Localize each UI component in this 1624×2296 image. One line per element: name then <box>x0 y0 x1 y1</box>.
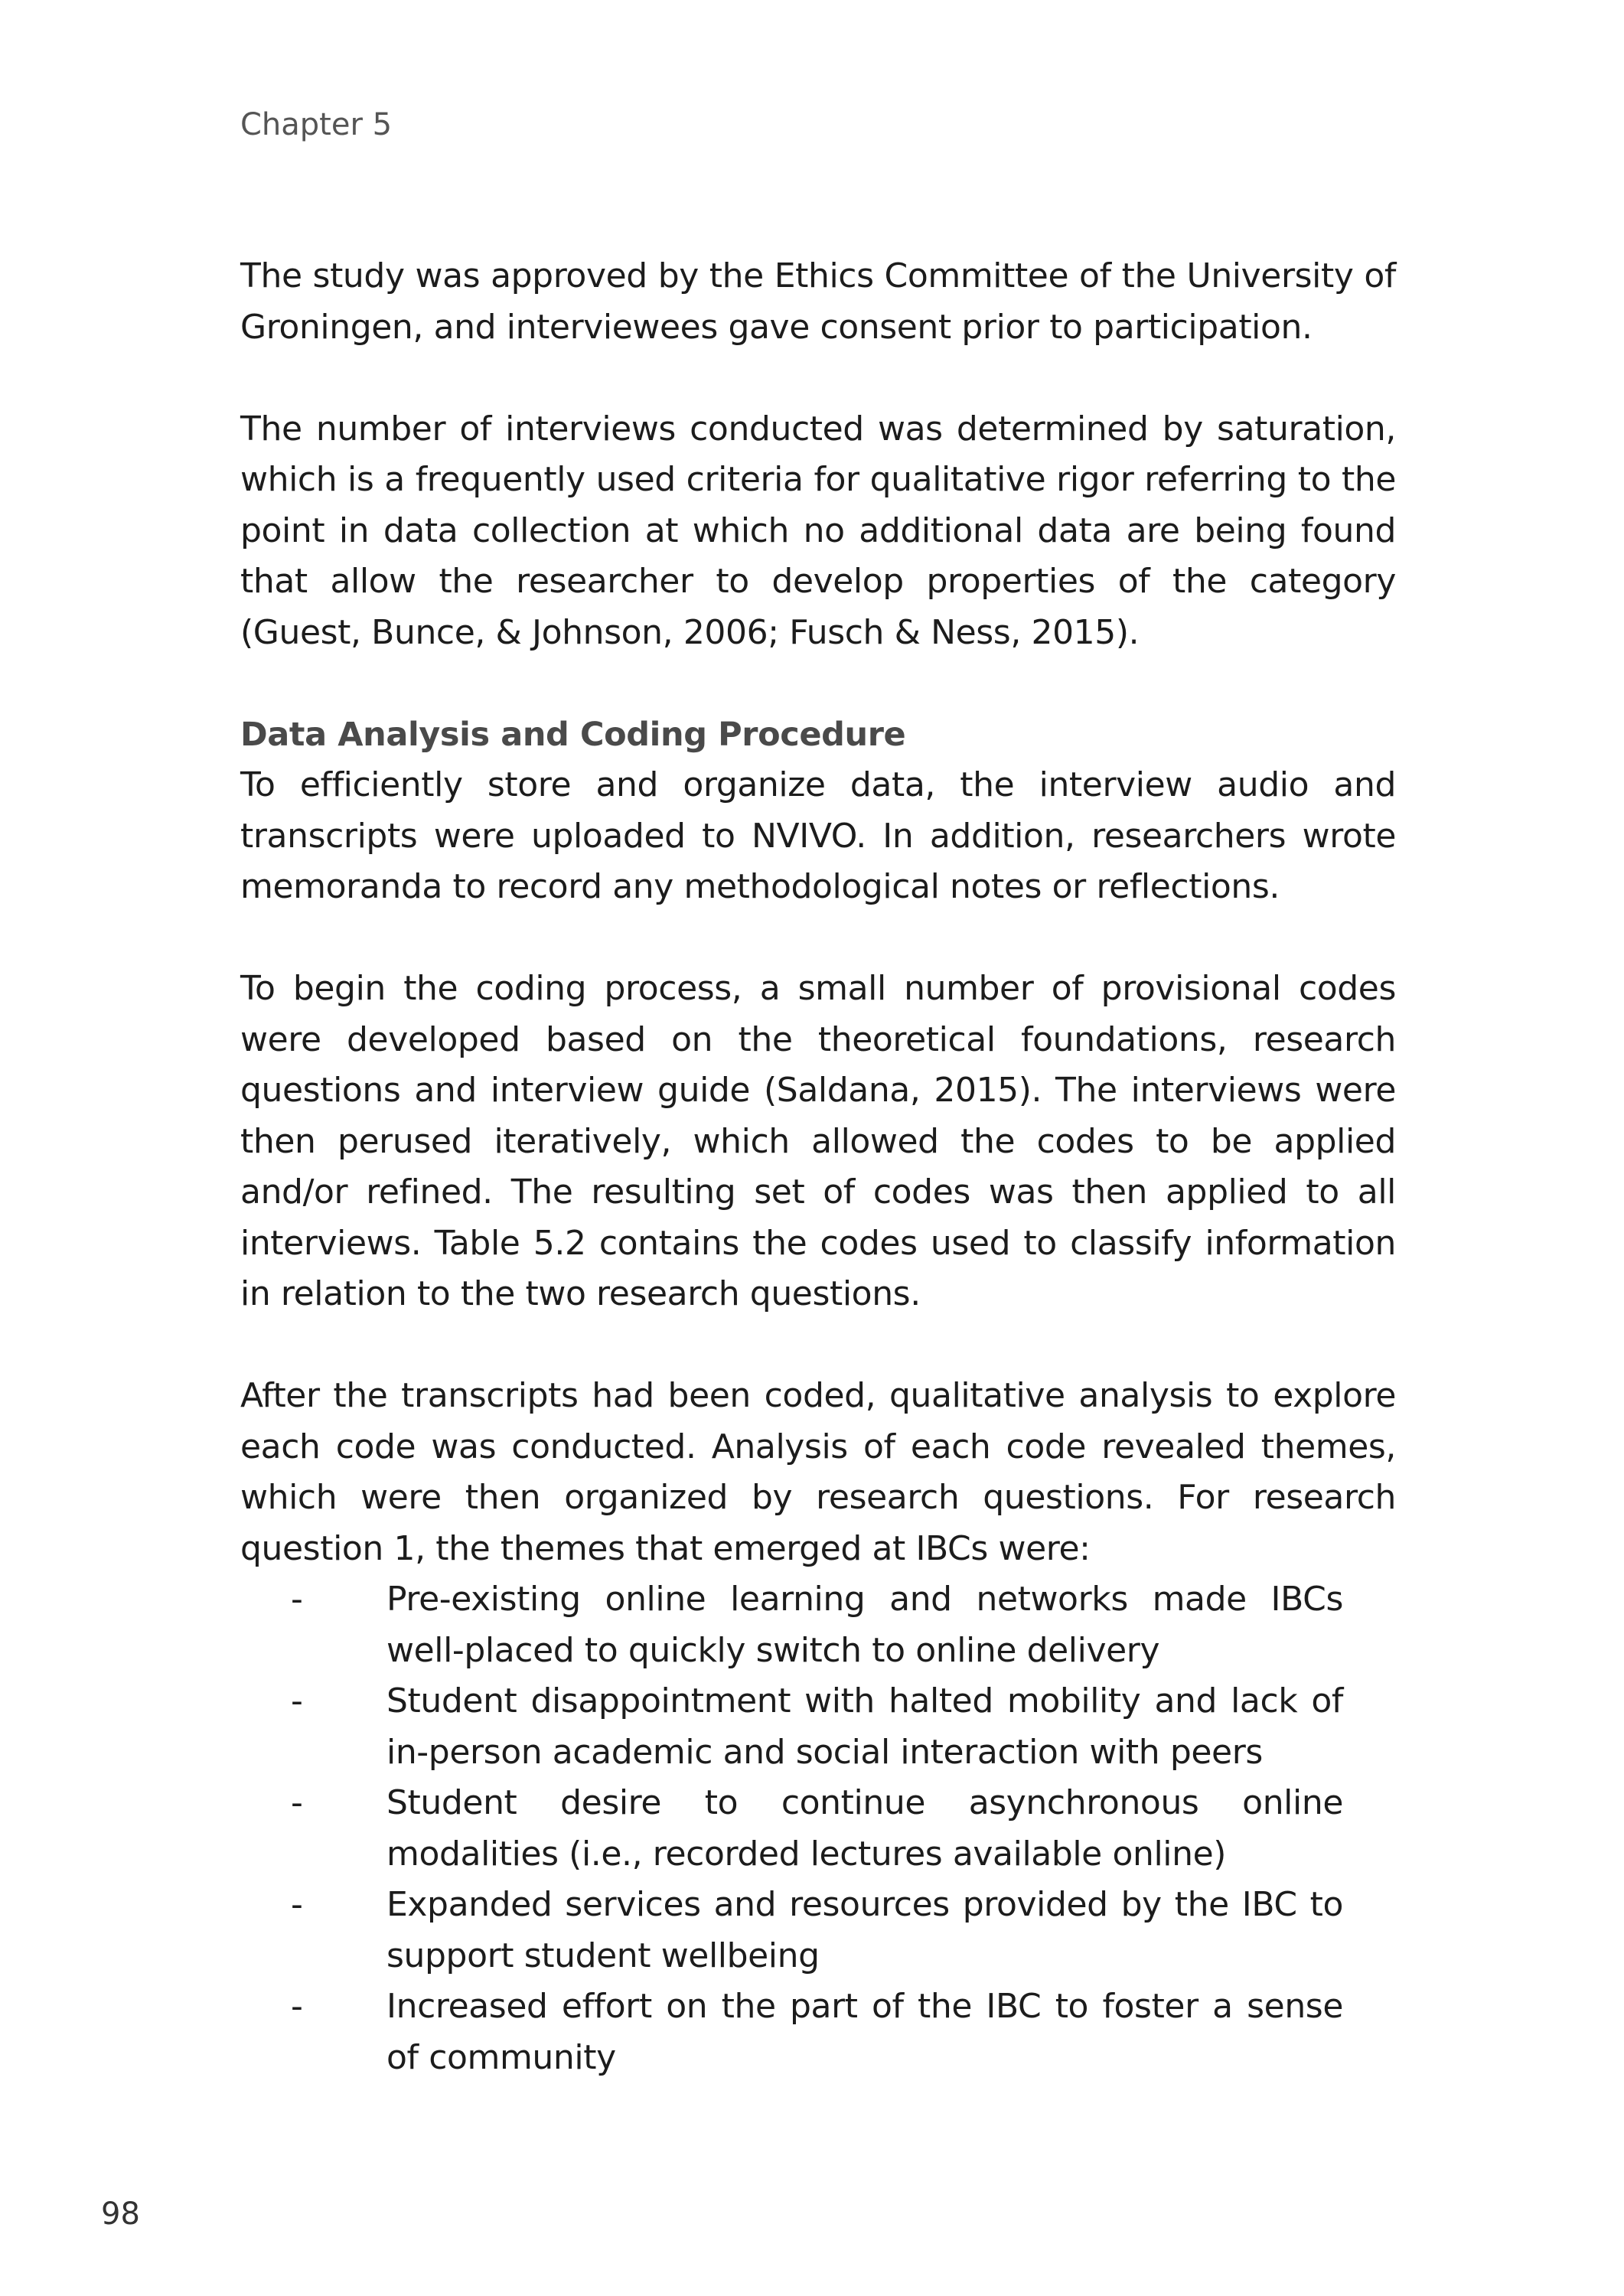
section-heading: Data Analysis and Coding Procedure <box>240 715 906 754</box>
list-dash: - <box>291 1681 303 1720</box>
list-item-text: Student disappointment with halted mobility and lack of in-person academic and social interaction with peers <box>386 1681 1343 1772</box>
list-item <box>291 1574 1343 1676</box>
list-item <box>291 1778 1343 1880</box>
paragraph-analysis: After the transcripts had been coded, qualitative analysis to explore each code was conducted. Analysis of each code revealed themes, which were then organized by research questions. For research question 1, the themes that emerged at IBCs were: <box>240 1376 1396 1568</box>
page-number: 98 <box>101 2197 140 2232</box>
paragraph-ethics: The study was approved by the Ethics Committee of the University of Groningen, and interviewees gave consent prior to participation. <box>240 256 1396 347</box>
paragraph-data-storage: To efficiently store and organize data, the interview audio and transcripts were uploaded to NVIVO. In addition, researchers wrote memoranda to record any methodological notes or reflections. <box>240 765 1396 906</box>
paragraph-saturation: The number of interviews conducted was determined by saturation, which is a frequently used criteria for qualitative rigor referring to the point in data collection at which no additional data are being found that allow the researcher to develop properties of the category (Guest, Bunce, & Johnson, 2006; Fusch & Ness, 2015). <box>240 409 1396 652</box>
list-dash: - <box>291 1885 303 1924</box>
list-item <box>291 1981 1343 2083</box>
list-item-text: Pre-existing online learning and networks made IBCs well-placed to quickly switch to online delivery <box>386 1580 1343 1670</box>
list-item-text: Expanded services and resources provided by the IBC to support student wellbeing <box>386 1885 1343 1975</box>
list-item-text: Student desire to continue asynchronous online modalities (i.e., recorded lectures available online) <box>386 1783 1343 1874</box>
body-text <box>240 251 1396 2083</box>
chapter-running-head: Chapter 5 <box>240 107 393 142</box>
list-dash: - <box>291 1580 303 1619</box>
paragraph-coding-process: To begin the coding process, a small number of provisional codes were developed based on the theoretical foundations, research questions and interview guide (Saldana, 2015). The interviews were then perused iteratively, which allowed the codes to be applied and/or refined. The resulting set of codes was then applied to all interviews. Table 5.2 contains the codes used to classify information in relation to the two research questions. <box>240 969 1396 1313</box>
list-item <box>291 1676 1343 1778</box>
list-dash: - <box>291 1783 303 1822</box>
list-item-text: Increased effort on the part of the IBC to foster a sense of community <box>386 1987 1343 2077</box>
list-item <box>291 1880 1343 1981</box>
themes-list <box>240 1574 1343 2083</box>
list-dash: - <box>291 1987 303 2026</box>
